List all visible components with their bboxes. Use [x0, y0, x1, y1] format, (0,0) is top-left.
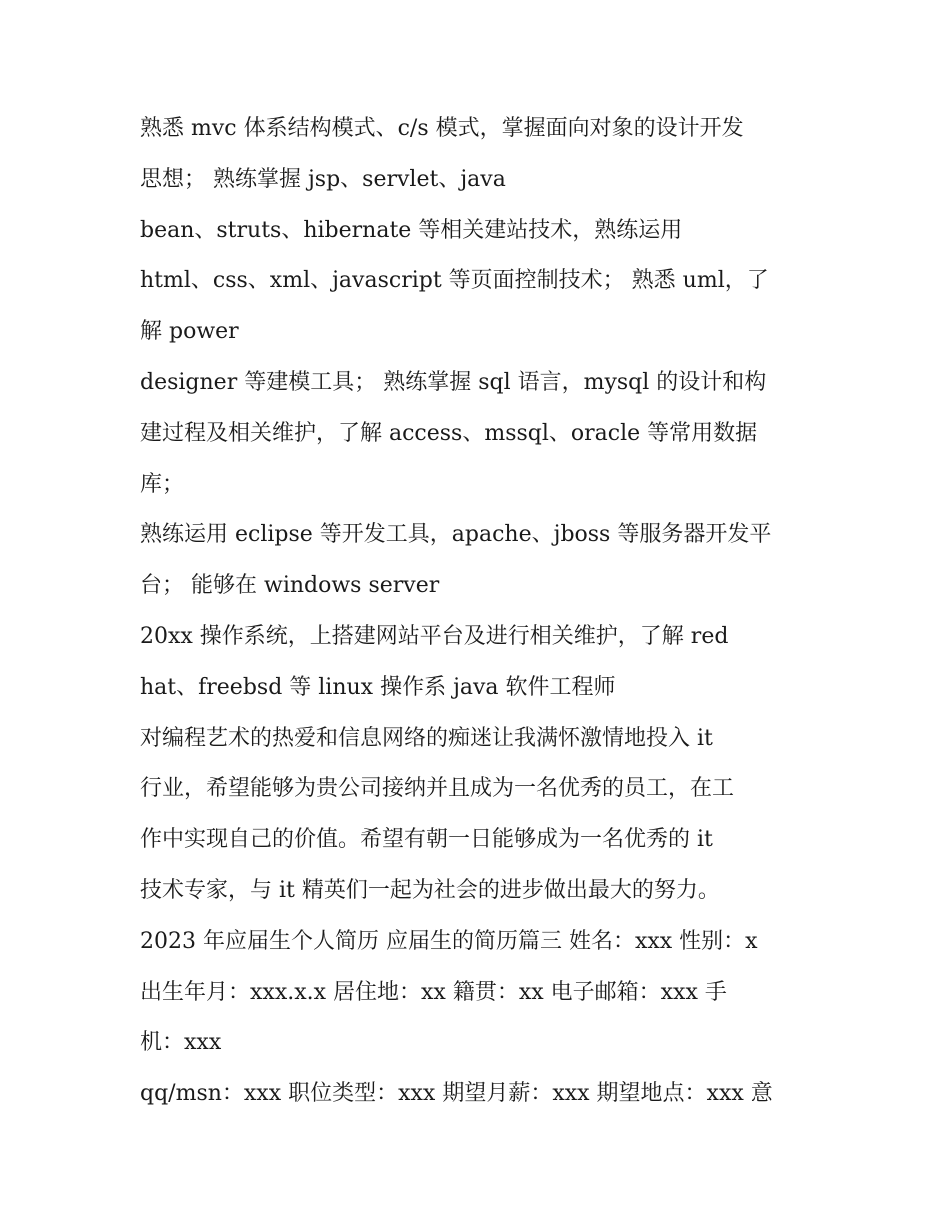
text-line: 熟练运用 eclipse 等开发工具，apache、jboss 等服务器开发平 [140, 522, 772, 548]
text-line: 2023 年应届生个人简历 应届生的简历篇三 姓名：xxx 性别：x [140, 928, 758, 954]
document-body [140, 104, 830, 1120]
text-line: 库； [140, 471, 185, 497]
text-line: qq/msn：xxx 职位类型：xxx 期望月薪：xxx 期望地点：xxx 意 [140, 1081, 773, 1107]
text-line: 作中实现自己的价值。希望有朝一日能够成为一名优秀的 it [140, 827, 713, 853]
text-line: 20xx 操作系统，上搭建网站平台及进行相关维护，了解 red [140, 623, 729, 649]
text-line: 台； 能够在 windows server [140, 573, 440, 599]
text-line: 出生年月：xxx.x.x 居住地：xx 籍贯：xx 电子邮箱：xxx 手 [140, 979, 727, 1005]
text-line: bean、struts、hibernate 等相关建站技术，熟练运用 [140, 217, 683, 243]
text-line: hat、freebsd 等 linux 操作系 java 软件工程师 [140, 674, 616, 700]
text-line: 行业，希望能够为贵公司接纳并且成为一名优秀的员工，在工 [140, 776, 735, 802]
text-line: 解 power [140, 319, 239, 345]
text-line: 技术专家，与 it 精英们一起为社会的进步做出最大的努力。 [140, 877, 720, 903]
text-line: 建过程及相关维护，了解 access、mssql、oracle 等常用数据 [140, 420, 758, 446]
text-line: 熟悉 mvc 体系结构模式、c/s 模式，掌握面向对象的设计开发 [140, 116, 744, 141]
text-line: designer 等建模工具； 熟练掌握 sql 语言，mysql 的设计和构 [140, 369, 767, 395]
text-line: 机：xxx [140, 1030, 222, 1056]
text-line: html、css、xml、javascript 等页面控制技术； 熟悉 uml，了 [140, 268, 769, 294]
text-line: 对编程艺术的热爱和信息网络的痴迷让我满怀激情地投入 it [140, 725, 713, 751]
text-line: 思想； 熟练掌握 jsp、servlet、java [140, 166, 506, 192]
